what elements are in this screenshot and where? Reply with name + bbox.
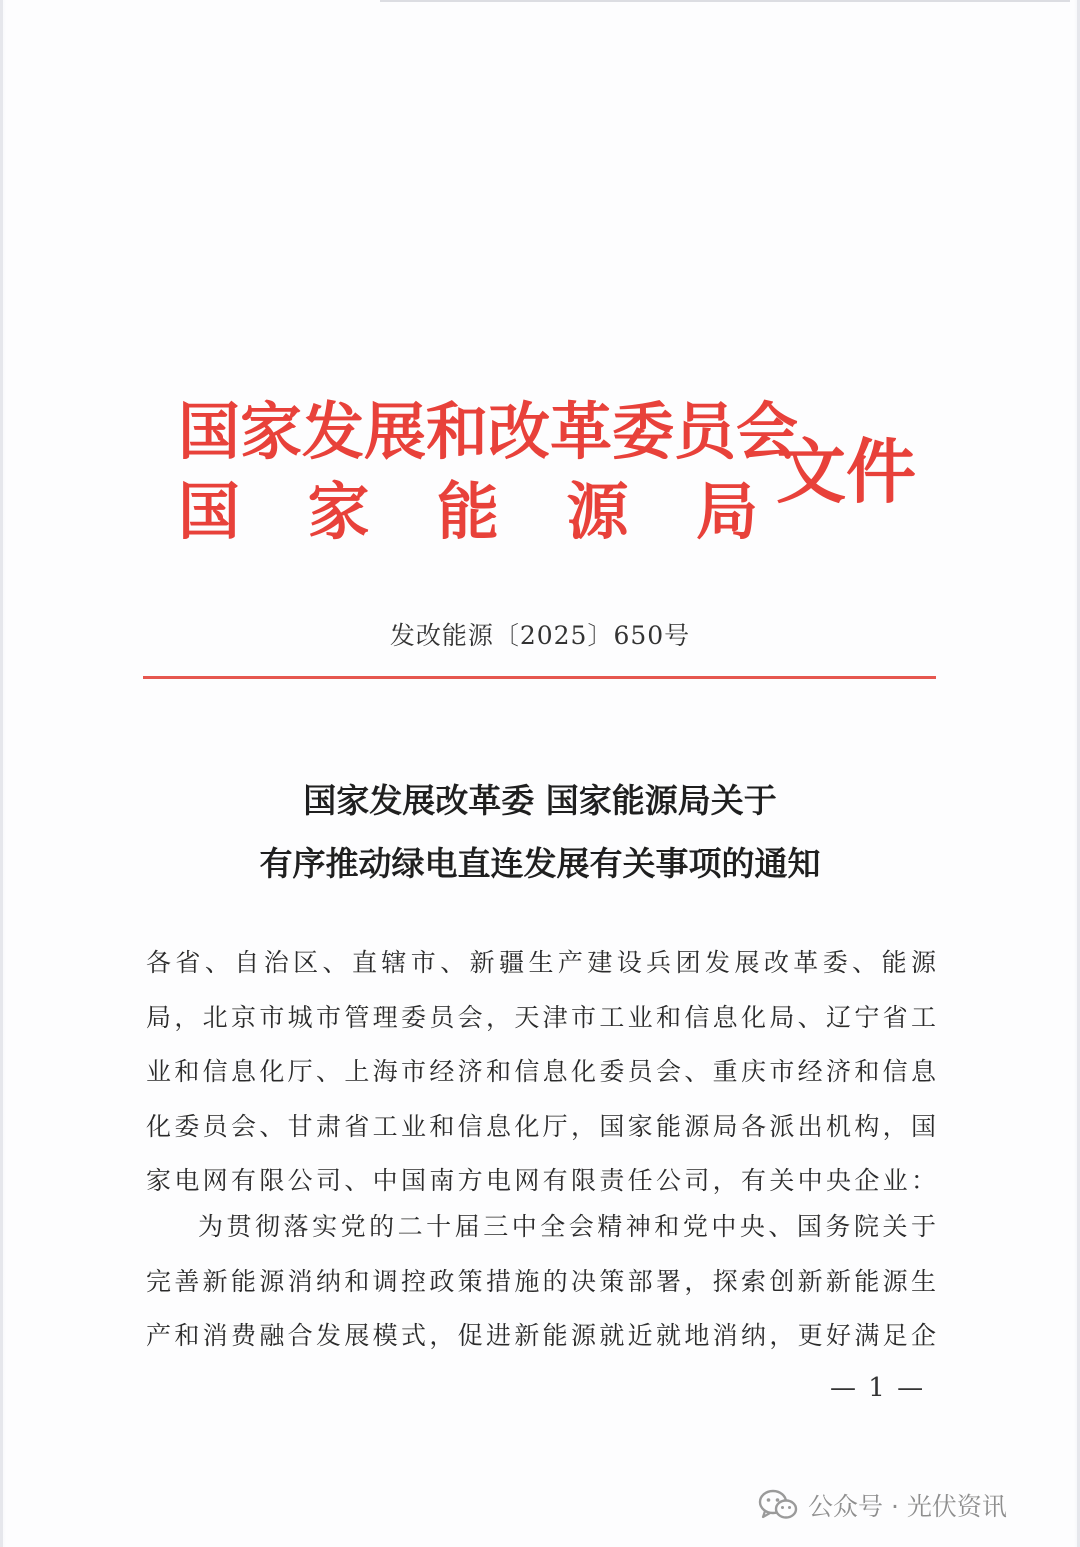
document-number: 发改能源〔2025〕650号 bbox=[389, 621, 691, 650]
paragraph-line: 为贯彻落实党的二十届三中全会精神和党中央、国务院关于 bbox=[198, 1212, 936, 1241]
scan-top-mark bbox=[380, 0, 1070, 2]
document-title-line-2: 有序推动绿电直连发展有关事项的通知 bbox=[259, 844, 821, 883]
masthead-issuer-2-char: 能 bbox=[436, 475, 499, 548]
addressee-line: 业和信息化厅、上海市经济和信息化委员会、重庆市经济和信息 bbox=[146, 1057, 936, 1086]
masthead bbox=[178, 392, 918, 562]
body-paragraph bbox=[146, 1200, 936, 1364]
masthead-issuer-2-char: 家 bbox=[307, 475, 370, 548]
paragraph-line: 完善新能源消纳和调控政策措施的决策部署，探索创新新能源生 bbox=[146, 1266, 936, 1296]
addressees bbox=[146, 936, 936, 1209]
watermark-text: 公众号 · 光伏资讯 bbox=[808, 1492, 1007, 1521]
scan-edge-left bbox=[0, 0, 3, 1547]
masthead-issuer-1: 国家发展和改革委员会 bbox=[178, 395, 799, 468]
addressee-line: 化委员会、甘肃省工业和信息化厅，国家能源局各派出机构，国 bbox=[146, 1111, 936, 1141]
masthead-issuer-2-char: 国 bbox=[178, 475, 241, 548]
paragraph-line: 产和消费融合发展模式，促进新能源就近就地消纳，更好满足企 bbox=[146, 1321, 936, 1350]
masthead-issuer-2-char: 局 bbox=[695, 475, 758, 548]
masthead-issuer-2 bbox=[178, 474, 758, 550]
wechat-icon bbox=[758, 1489, 798, 1521]
document-title-line-1: 国家发展改革委 国家能源局关于 bbox=[303, 781, 777, 820]
addressee-line: 各省、自治区、直辖市、新疆生产建设兵团发展改革委、能源 bbox=[146, 948, 936, 977]
masthead-doc-type: 文件 bbox=[776, 430, 916, 513]
addressee-line: 局，北京市城市管理委员会，天津市工业和信息化局、辽宁省工 bbox=[146, 1002, 936, 1032]
red-divider bbox=[143, 676, 936, 679]
page-number: — 1 — bbox=[830, 1373, 926, 1403]
addressee-line: 家电网有限公司、中国南方电网有限责任公司，有关中央企业： bbox=[146, 1166, 936, 1195]
masthead-issuer-2-char: 源 bbox=[566, 475, 629, 548]
source-watermark bbox=[758, 1483, 1007, 1527]
